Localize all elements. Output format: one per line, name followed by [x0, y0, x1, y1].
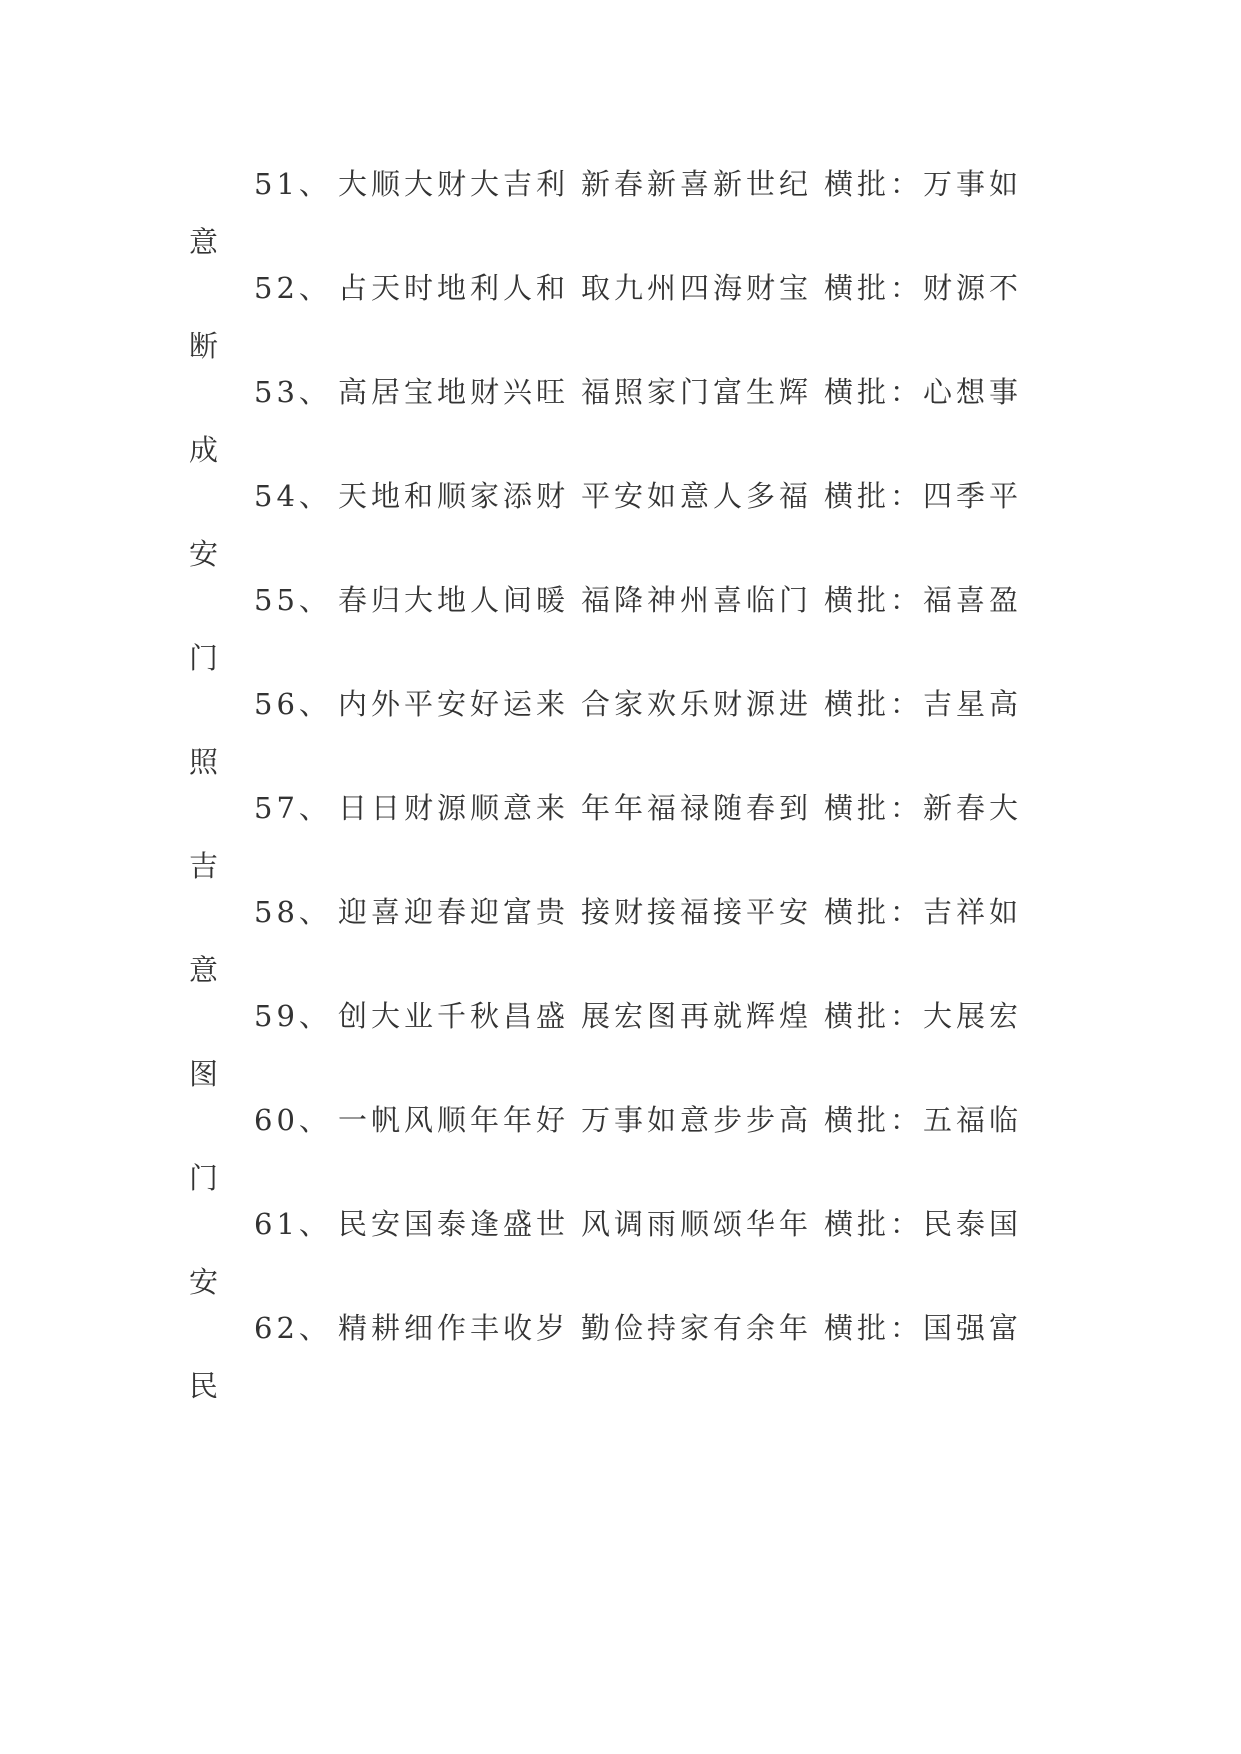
couplet-line: [254, 580, 1022, 620]
horizontal-label: 横批：: [824, 687, 924, 721]
entry-number: 62、: [254, 1311, 332, 1345]
horizontal-scroll-end: 照: [189, 745, 223, 779]
horizontal-label: 横批：: [824, 999, 924, 1033]
horizontal-scroll-start: 四季平: [923, 479, 1023, 513]
couplet-entry: [0, 372, 1241, 488]
horizontal-label: 横批：: [824, 791, 924, 825]
couplet-entry: [0, 476, 1241, 592]
horizontal-scroll-end: 安: [189, 537, 223, 571]
entry-number: 52、: [254, 271, 332, 305]
couplet-line: [254, 996, 1022, 1036]
upper-couplet: 民安国泰逢盛世: [338, 1207, 570, 1241]
lower-couplet: 万事如意步步高: [581, 1103, 813, 1137]
lower-couplet: 取九州四海财宝: [581, 271, 813, 305]
horizontal-label: 横批：: [824, 1311, 924, 1345]
lower-couplet: 风调雨顺颂华年: [581, 1207, 813, 1241]
lower-couplet: 福照家门富生辉: [581, 375, 813, 409]
entry-number: 53、: [254, 375, 332, 409]
couplet-entry: [0, 892, 1241, 1008]
horizontal-scroll-start: 福喜盈: [923, 583, 1023, 617]
horizontal-scroll-start: 五福临: [923, 1103, 1023, 1137]
lower-couplet: 展宏图再就辉煌: [581, 999, 813, 1033]
entry-number: 57、: [254, 791, 332, 825]
couplet-entry: [0, 1100, 1241, 1216]
horizontal-scroll-end: 意: [189, 953, 223, 987]
couplet-entry: [0, 788, 1241, 904]
horizontal-label: 横批：: [824, 167, 924, 201]
horizontal-label: 横批：: [824, 895, 924, 929]
horizontal-label: 横批：: [824, 583, 924, 617]
lower-couplet: 勤俭持家有余年: [581, 1311, 813, 1345]
couplet-entry: [0, 1204, 1241, 1320]
couplet-line: [254, 684, 1022, 724]
horizontal-scroll-end: 图: [189, 1057, 223, 1091]
horizontal-scroll-end: 吉: [189, 849, 223, 883]
upper-couplet: 天地和顺家添财: [338, 479, 570, 513]
couplet-entry: [0, 996, 1241, 1112]
upper-couplet: 内外平安好运来: [338, 687, 570, 721]
lower-couplet: 福降神州喜临门: [581, 583, 813, 617]
horizontal-scroll-end: 成: [189, 433, 223, 467]
upper-couplet: 大顺大财大吉利: [338, 167, 570, 201]
horizontal-scroll-start: 国强富: [923, 1311, 1023, 1345]
upper-couplet: 春归大地人间暖: [338, 583, 570, 617]
horizontal-label: 横批：: [824, 375, 924, 409]
entry-number: 60、: [254, 1103, 332, 1137]
horizontal-scroll-start: 民泰国: [923, 1207, 1023, 1241]
couplet-line: [254, 892, 1022, 932]
horizontal-label: 横批：: [824, 271, 924, 305]
upper-couplet: 迎喜迎春迎富贵: [338, 895, 570, 929]
upper-couplet: 一帆风顺年年好: [338, 1103, 570, 1137]
entry-number: 56、: [254, 687, 332, 721]
horizontal-scroll-end: 民: [189, 1369, 223, 1403]
horizontal-scroll-start: 吉祥如: [923, 895, 1023, 929]
lower-couplet: 合家欢乐财源进: [581, 687, 813, 721]
couplet-line: [254, 788, 1022, 828]
horizontal-scroll-end: 意: [189, 225, 223, 259]
horizontal-scroll-end: 门: [189, 641, 223, 675]
entry-number: 55、: [254, 583, 332, 617]
horizontal-label: 横批：: [824, 479, 924, 513]
horizontal-scroll-end: 安: [189, 1265, 223, 1299]
horizontal-scroll-end: 断: [189, 329, 223, 363]
couplet-line: [254, 268, 1022, 308]
upper-couplet: 日日财源顺意来: [338, 791, 570, 825]
entry-number: 61、: [254, 1207, 332, 1241]
couplet-line: [254, 164, 1022, 204]
entry-number: 59、: [254, 999, 332, 1033]
horizontal-label: 横批：: [824, 1207, 924, 1241]
lower-couplet: 新春新喜新世纪: [581, 167, 813, 201]
couplet-line: [254, 476, 1022, 516]
horizontal-scroll-start: 心想事: [923, 375, 1023, 409]
couplet-line: [254, 1308, 1022, 1348]
couplet-entry: [0, 268, 1241, 384]
horizontal-scroll-end: 门: [189, 1161, 223, 1195]
upper-couplet: 精耕细作丰收岁: [338, 1311, 570, 1345]
entry-number: 54、: [254, 479, 332, 513]
horizontal-scroll-start: 新春大: [923, 791, 1023, 825]
couplet-entry: [0, 684, 1241, 800]
couplet-line: [254, 1204, 1022, 1244]
lower-couplet: 年年福禄随春到: [581, 791, 813, 825]
couplet-line: [254, 1100, 1022, 1140]
couplet-entry: [0, 580, 1241, 696]
couplet-line: [254, 372, 1022, 412]
upper-couplet: 创大业千秋昌盛: [338, 999, 570, 1033]
couplet-entry: [0, 164, 1241, 280]
entry-number: 58、: [254, 895, 332, 929]
horizontal-scroll-start: 吉星高: [923, 687, 1023, 721]
lower-couplet: 接财接福接平安: [581, 895, 813, 929]
horizontal-scroll-start: 大展宏: [923, 999, 1023, 1033]
horizontal-scroll-start: 万事如: [923, 167, 1023, 201]
horizontal-label: 横批：: [824, 1103, 924, 1137]
upper-couplet: 占天时地利人和: [338, 271, 570, 305]
entry-number: 51、: [254, 167, 332, 201]
horizontal-scroll-start: 财源不: [923, 271, 1023, 305]
couplet-entry: [0, 1308, 1241, 1424]
upper-couplet: 高居宝地财兴旺: [338, 375, 570, 409]
lower-couplet: 平安如意人多福: [581, 479, 813, 513]
